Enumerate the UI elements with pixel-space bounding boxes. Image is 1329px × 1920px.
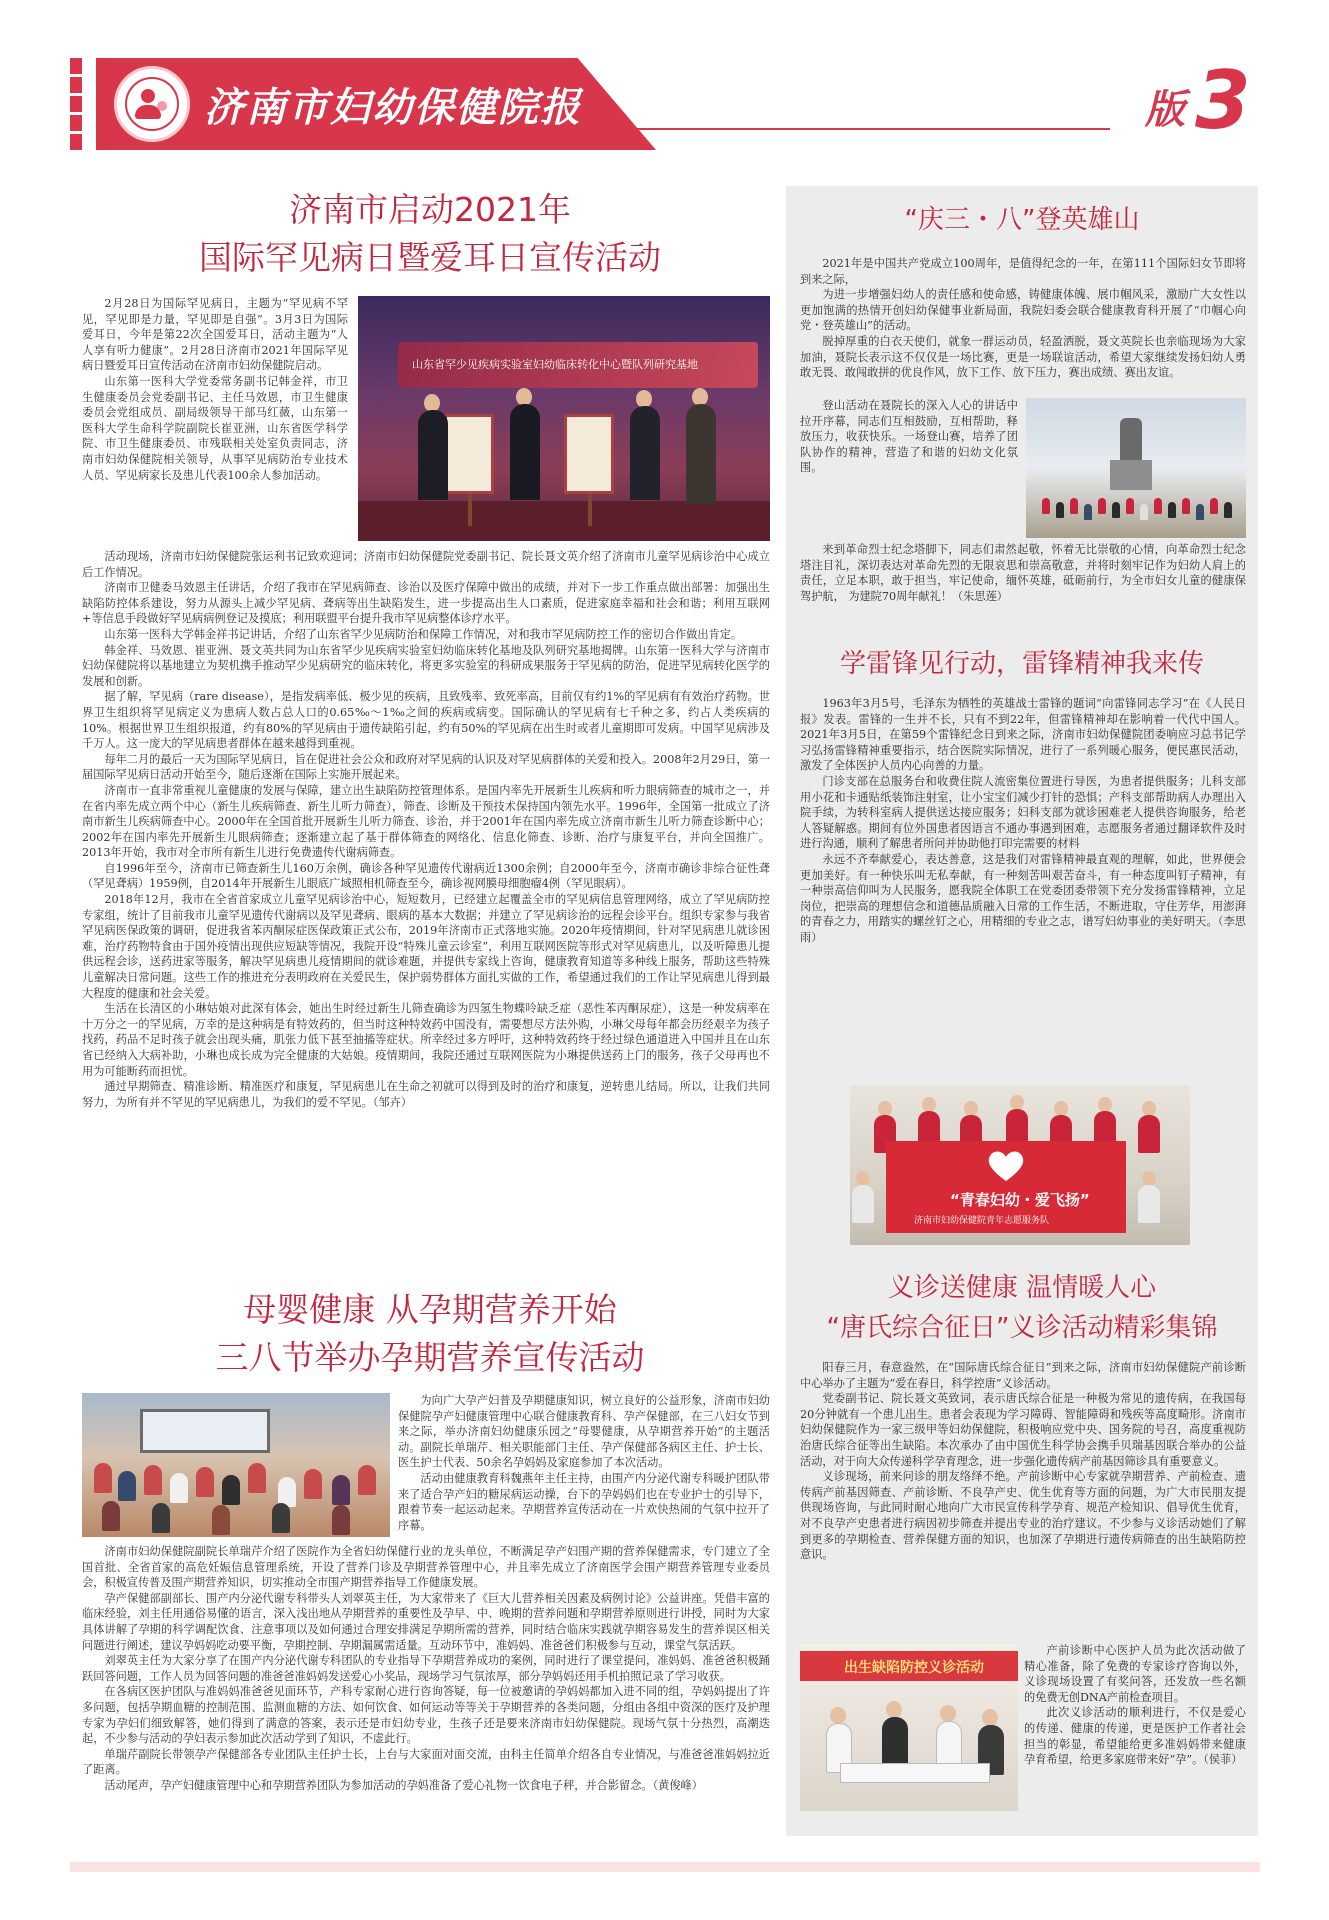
volunteer-banner-slogan: “青春妇幼・爱飞扬” <box>950 1191 1090 1209</box>
hero-mountain-photo <box>1026 398 1246 538</box>
volunteer-banner-team: 济南市妇幼保健院青年志愿服务队 <box>914 1216 1050 1226</box>
hospital-logo-icon <box>114 66 190 142</box>
lei-feng-headline: 学雷锋见行动，雷锋精神我来传 <box>839 649 1204 679</box>
rare-disease-photo: 山东省罕少见疾病实验室妇幼临床转化中心暨队列研究基地 <box>358 296 770 541</box>
prenatal-intro: 为向广大孕产妇普及孕期健康知识，树立良好的公益形象，济南市妇幼保健院孕产妇健康管理中心联合健康教育科、孕产保健部，在三八妇女节到来之际，举办济南妇幼健康乐园之“母婴健康，从孕期营养开始”的主题活动。副院长单瑞芹、相关职能部门主任、孕产保健部各病区主任、护士长、医生护士代表、50余名孕妈妈及家庭参加了本次活动。 活动由健康教育科魏燕年主任主持，由围产内分泌代谢专科暖护团队带来了适合孕产妇的糖尿病运动操，台下的孕妈妈们也在专业护士的引导下，跟着节奏一起运动起来。孕期营养宣传活动在一片欢快热闹的气氛中拉开了序幕。 <box>398 1394 770 1532</box>
edition-number: 3 <box>1195 54 1251 147</box>
hero-mountain-headline: “庆三・八”登英雄山 <box>904 205 1140 235</box>
prenatal-event-photo <box>82 1393 390 1537</box>
clinic-sign-text: 出生缺陷防控义诊活动 <box>844 1660 984 1676</box>
prenatal-body: 济南市妇幼保健院副院长单瑞芹介绍了医院作为全省妇幼保健行业的龙头单位，不断满足孕产妇围产期的营养保健需求，专门建立了全国首批、全省首家的高危妊娠信息管理系统，开设了营养门诊及孕期营养管理中心，并且率先成立了济南医学会围产期营养管理专业委员会，积极宣传普及围产期营养知识，切实推动全市围产期营养指导工作健康发展。 孕产保健部副部长、围产内分泌代谢专科带头人刘翠英主任，为大家带来了《巨大儿营养相关因素及病例讨论》公益讲座。凭借丰富的临床经验，刘主任用通俗易懂的语言，深入浅出地从孕期营养的重要性及孕早、中、晚期的营养问题和孕期营养原则进行讲授，同时为大家具体讲解了孕期的科学调配饮食、注意事项以及如何通过合理安排满足孕期所需的营养，同时结合临床实践就孕期容易发生的营养误区相关问题进行阐述，建议孕妈妈吃动要平衡，孕期控制、孕期漏属需适量。互动环节中，准妈妈、准爸爸们积极参与互动，课堂气氛活跃。 刘翠英主任为大家分享了在围产内分泌代谢专科团队的专业指导下孕期营养成功的案例，同时进行了课堂提问，准妈妈、准爸爸积极踊跃回答问题，工作人员为回答问题的准爸爸准妈妈发送爱心小奖品，现场学习气氛浓厚，部分孕妈妈还用手机拍照记录了学习收获。 在各病区医护团队与准妈妈准爸爸见面环节，产科专家耐心进行咨询答疑，每一位被邀请的孕妈妈都加入进不同的组，孕妈妈提出了许多问题，包括孕期血糖的控制范围、监测血糖的方法、如何饮食、如何运动等等关于孕期营养的各类问题，分组由各组中资深的医疗及护理专家为孕妇们细致解答，她们得到了满意的答案，表示还是市妇幼专业，生孩子还是要来济南市妇幼保健院。现场气氛十分热烈，高潮迭起，不少参与活动的孕妇表示参加此次活动学到了知识，不虚此行。 单瑞芹副院长带领孕产保健部各专业团队主任护士长，上台与大家面对面交流，由科主任简单介绍各自专业情况，与准爸爸准妈妈拉近了距离。 活动尾声，孕产妇健康管理中心和孕期营养团队为参加活动的孕妈准备了爱心礼物一饮食电子秤，并合影留念。（黄俊峰） <box>82 1545 770 1792</box>
footer-bar <box>70 1862 1260 1872</box>
tang-syndrome-closing: 产前诊断中心医护人员为此次活动做了精心准备，除了免费的专家诊疗咨询以外，义诊现场设置了有奖问答，还发放一些名额的免费无创DNA产前检查项目。 此次义诊活动的顺利进行，不仅是爱心的传递、健康的传递，更是医护工作者社会担当的彰显，希望能给更多准妈妈带来健康孕育希望，给更多家庭带来好“孕”。（侯菲） <box>1024 1644 1246 1767</box>
masthead <box>70 54 1260 150</box>
heart-icon <box>986 1149 1026 1183</box>
hero-mountain-body-side: 登山活动在聂院长的深入人心的讲话中拉开序幕，同志们互相鼓励，互相帮助，释放压力，收获快乐。一场登山赛，培养了团队协作的精神，营造了和谐的妇幼文化氛围。 <box>800 399 1018 475</box>
volunteer-team-photo <box>850 1085 1190 1245</box>
rare-disease-intro: 2月28日为国际罕见病日，主题为“罕见病不罕见，罕见即是力量，罕见即是自强”。3月3日为国际爱耳日，今年是第22次全国爱耳日，活动主题为“人人享有听力健康”。2月28日济南市2021年国际罕见病日暨爱耳日宣传活动在济南市妇幼保健院启动。 山东第一医科大学党委常务副书记韩金祥，市卫生健康委员会党委副书记、主任马效恩，市卫生健康委员会党组成员、副局级领导干部马红薇，山东第一医科大学生命科学院副院长崔亚洲，山东省医学科学院、市卫生健康委员、市残联相关处室负责同志，济南市妇幼保健院相关领导，从事罕见病防治专业技术人员、罕见病家长及患儿代表100余人参加活动。 <box>82 297 348 482</box>
edition-label: 版 <box>1145 87 1185 133</box>
prenatal-headline: 母婴健康 从孕期营养开始 三八节举办孕期营养宣传活动 <box>215 1290 645 1377</box>
tang-syndrome-body: 阳春三月，春意盎然，在“国际唐氏综合征日”到来之际，济南市妇幼保健院产前诊断中心举办了主题为“爱在春日，科学控唐”义诊活动。 党委副书记、院长聂文英致词，表示唐氏综合征是一种极为常见的遗传病，在我国每20分钟就有一个患儿出生。患者会表现为学习障碍、智能障碍和残疾等高度畸形。济南市妇幼保健院作为一家三级甲等妇幼保健院，积极响应党中央、国务院的号召，高度重视防治唐氏综合征等出生缺陷。本次承办了由中国优生科学协会携手贝瑞基因联合举办的公益活动，对于向大众传递科学孕育理念，进一步强化遗传病产前基因筛诊具有重要意义。 义诊现场，前来问诊的朋友络绎不绝。产前诊断中心专家就孕期营养、产前检查、遗传病产前基因筛查、产前诊断、不良孕产史、优生优育等方面的问题，为广大市民朋友提供现场咨询，与此同时耐心地向广大市民宣传科学孕育、规范产检知识、倡导优生优育，对不良孕产史患者进行病因初步筛查并提出专业的治疗建议。不少参与义诊活动她们了解到更多的孕期检查、营养保健方面的知识，也加深了孕期进行遗传病筛查的出生缺陷防控意识。 <box>800 1361 1246 1562</box>
newspaper-title: 济南市妇幼保健院报 <box>204 85 582 131</box>
rare-disease-body: 活动现场，济南市妇幼保健院张运利书记致欢迎词；济南市妇幼保健院党委副书记、院长聂文英介绍了济南市儿童罕见病诊治中心成立后工作情况。 济南市卫健委马效恩主任讲话，介绍了我市在罕见病筛查、诊治以及医疗保障中做出的成绩，并对下一步工作重点做出部署：加强出生缺陷防控体系建设，努力从源头上减少罕见病、聋病等出生缺陷发生，进一步提高出生人口素质，促进家庭幸福和社会和谐；利用互联网+等信息手段做好罕见病病例登记及摸底；利用联盟平台提升我市罕见病整体诊疗水平。 山东第一医科大学韩金祥书记讲话，介绍了山东省罕少见病防治和保障工作情况，对和我市罕见病防控工作的密切合作做出肯定。 韩金祥、马效恩、崔亚洲、聂文英共同为山东省罕少见疾病实验室妇幼临床转化基地及队列研究基地揭牌。山东第一医科大学与济南市妇幼保健院将以基地建立为契机携手推动罕少见病研究的临床转化，将更多实验室的科研成果服务于罕见病的防治，促进罕见病转化医学的发展和创新。 据了解，罕见病（rare disease），是指发病率低、极少见的疾病，且致残率、致死率高，目前仅有约1%的罕见病有有效治疗药物。世界卫生组织将罕见病定义为患病人数占总人口的0.65‰～1‰之间的疾病或病变。国际确认的罕见病有七千种之多，约占人类疾病的10%。根据世界卫生组织报道，约有80%的罕见病由于遗传缺陷引起，约有50%的罕见病在出生时或者儿童期即可发病。中国罕见病涉及千万人。这一庞大的罕见病患者群体在越来越得到重视。 每年二月的最后一天为国际罕见病日，旨在促进社会公众和政府对罕见病的认识及对罕见病群体的关爱和投入。2008年2月29日，第一届国际罕见病日活动开始至今，随后逐渐在国际上实施开展起来。 济南市一直非常重视儿童健康的发展与保障，建立出生缺陷防控管理体系。是国内率先开展新生儿疾病和听力眼病筛查的城市之一，并在省内率先成立两个中心（新生儿疾病筛查、新生儿听力筛查），筛查、诊断及干预技术保持国内领先水平。1996年，全国第一批成立了济南市新生儿疾病筛查中心。2000年在全国首批开展新生儿听力筛查、诊治，并于2001年在国内率先成立济南市新生儿听力筛查诊断中心；2002年在国内率先开展新生儿眼病筛查；逐渐建立起了基于群体筛查的网络化、信息化筛查、诊断、治疗与康复平台，并向全国推广。2013年开始，我市对全市所有新生儿进行免费遗传代谢病筛查。 自1996年至今，济南市已筛查新生儿160万余例，确诊各种罕见遗传代谢病近1300余例；自2000年至今，济南市确诊非综合征性聋（罕见聋病）1959例，自2014年开展新生儿眼底广域照相机筛查至今，确诊视网膜母细胞瘤4例（罕见眼病）。 2018年12月，我市在全省首家成立儿童罕见病诊治中心，短短数月，已经建立起覆盖全市的罕见病信息管理网络，成立了罕见病防控专家组，统计了目前我市儿童罕见遗传代谢病以及罕见聋病、眼病的基本大数据；并建立了罕见病诊治的远程会诊平台。组织专家参与我省罕见病医保政策的调研，促进我省苯丙酮尿症医保政策正式公布，2019年济南市正式落地实施。2020年疫情期间，针对罕见病患儿就诊困难，治疗药物特食由于国外疫情出现供应短缺等情况，我院开设“特殊儿童云诊室”，利用互联网医院等形式对罕见病患儿，以及听障患儿提供远程会诊，送药进家等服务，解决罕见病患儿疫情期间的就诊难题，并提供专家线上咨询，健康教育知道等多种线上服务，帮助这些特殊儿童解决日常问题。这些工作的推进充分表明政府在关爱民生，保护弱势群体方面扎实做的工作，希望通过我们的工作让罕见病患儿得到最大程度的健康和社会关爱。 生活在长清区的小琳姑娘对此深有体会，她出生时经过新生儿筛查确诊为四氢生物蝶呤缺乏症（恶性苯丙酮尿症），这是一种发病率在十万分之一的罕见病，万幸的是这种病是有特效药的，但当时这种特效药中国没有，需要想尽方法外购，小琳父母每年都会历经艰辛为孩子找药，药品不足时孩子就会出现头痛，肌张力低下甚至抽搐等症状。所幸经过多方呼吁，这种特效药终于经过绿色通道进入中国并且在山东省已经纳入大病补助，小琳也成长成为完全健康的大姑娘。疫情期间，我院还通过互联网医院为小琳提供送药上门的服务，孩子父母再也不用为可能断药而担忧。 通过早期筛查、精准诊断、精准医疗和康复，罕见病患儿在生命之初就可以得到及时的治疗和康复，逆转患儿结局。所以，让我们共同努力，为所有并不罕见的罕见病患儿，为我们的爱不罕见。（邹卉） <box>82 550 770 1109</box>
free-clinic-photo <box>800 1643 1018 1811</box>
masthead-rule <box>590 128 1110 130</box>
hero-mountain-body: 来到革命烈士纪念塔脚下，同志们肃然起敬，怀着无比崇敬的心情，向革命烈士纪念塔注目礼，深切表达对革命先烈的无限哀思和崇高敬意，并将时刻牢记作为妇幼人肩上的责任，立足本职，敢于担当，牢记使命，缅怀英雄，砥砺前行，为全市妇女儿童的健康保驾护航， 为建院70周年献礼！（朱思莲） <box>800 543 1246 603</box>
masthead-tabs <box>70 58 82 150</box>
hero-mountain-intro: 2021年是中国共产党成立100周年，是值得纪念的一年，在第111个国际妇女节即将到来之际， 为进一步增强妇幼人的责任感和使命感，铸健康体魄、展巾帼风采，激励广大女性以更加饱满的热情开创妇幼保健事业新局面，我院妇委会联合健康教育科开展了“巾帼心向党・登英雄山”的活动。 脱掉厚重的白衣天使们，就象一群运动员，轻盈洒脱，聂文英院长也亲临现场为大家加油，聂院长表示这不仅仅是一场比赛，更是一场联谊活动，希望大家继续发扬妇幼人勇敢无畏、敢闯敢拼的优良作风，放下工作、放下压力，赛出成绩、赛出友谊。 <box>800 257 1246 380</box>
lei-feng-body: 1963年3月5号，毛泽东为牺牲的英雄战士雷锋的题词“向雷锋同志学习”在《人民日报》发表。雷锋的一生并不长，只有不到22年，但雷锋精神却在影响着一代代中国人。2021年3月5日，在第59个雷锋纪念日到来之际，济南市妇幼保健院团委响应习总书记学习弘扬雷锋精神重要指示，结合医院实际情况，进行了一系列暖心服务，便民惠民活动，激发了全体医护人员内心向善的力量。 门诊支部在总服务台和收费住院人流密集位置进行导医，为患者提供服务；儿科支部用小花和卡通贴纸装饰注射室，让小宝宝们减少打针的恐惧；产科支部帮助病人办理出入院手续，为转科室病人提供送达接应服务；妇科支部为就诊困难老人提供咨询服务，给老人答疑解惑。期间有位外国患者因语言不通办事遇到困难，志愿服务者通过翻译软件及时进行沟通，顺利了解患者所问并协助他打印完需要的材料 永远不齐奉献爱心，表达善意，这是我们对雷锋精神最直观的理解，如此，世界便会更加美好。有一种快乐叫无私奉献，有一种刻苦叫艰苦奋斗，有一种态度叫钉子精神，有一种崇高信仰叫为人民服务，愿我院全体职工在党委团委带领下充分发扬雷锋精神，立足岗位，把崇高的理想信念和道德品质融入日常的工作生活，不断进取，守住芳华，用澎湃的青春之力，用踏实的螺丝钉之心，用精细的专业之志，谱写妇幼事业的美好明天。（李思雨） <box>800 697 1246 944</box>
rare-disease-headline: 济南市启动2021年 国际罕见病日暨爱耳日宣传活动 <box>199 190 661 277</box>
tang-syndrome-headline: 义诊送健康 温情暖人心 “唐氏综合征日”义诊活动精彩集锦 <box>826 1273 1218 1343</box>
